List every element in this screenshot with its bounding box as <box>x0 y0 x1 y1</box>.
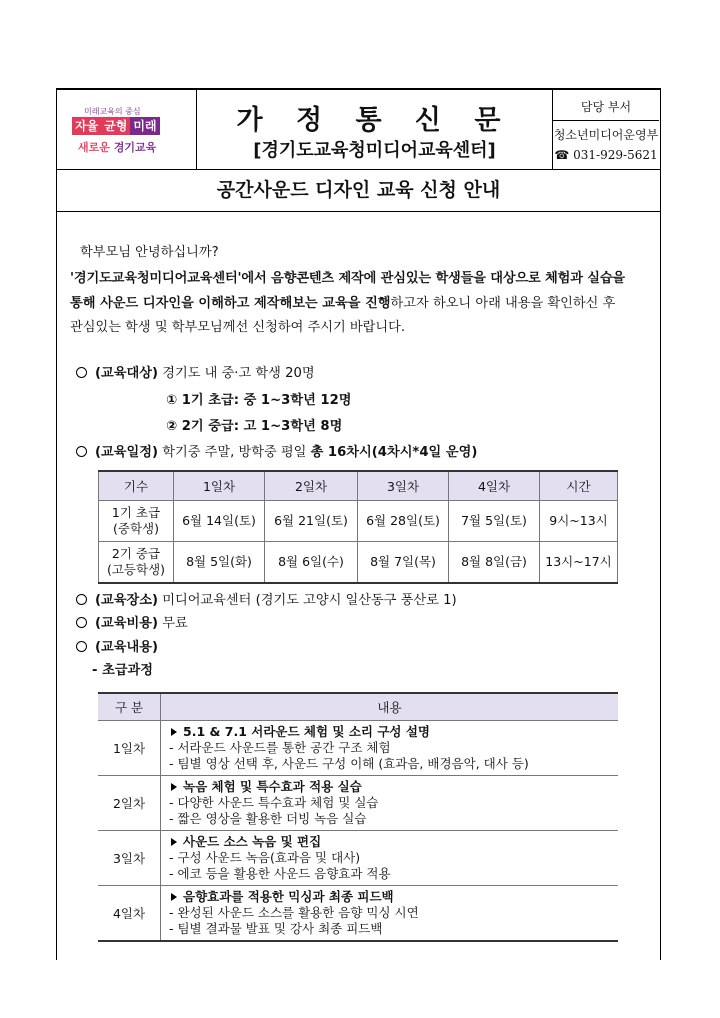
intro-line-2-bold: 통해 사운드 디자인을 이해하고 제작해보는 교육을 진행 <box>70 296 391 311</box>
bullet-circle-icon <box>76 367 87 378</box>
place-line <box>76 589 457 608</box>
schedule-table <box>98 470 618 584</box>
schedule-line <box>76 441 477 460</box>
bullet-circle-icon <box>76 617 87 628</box>
place-label: (교육장소) <box>95 593 159 608</box>
curriculum-content <box>161 776 619 831</box>
triangle-bullet-icon <box>171 783 177 791</box>
logo-brand <box>78 139 156 155</box>
curriculum-table <box>98 692 618 942</box>
curriculum-detail: - 짧은 영상을 활용한 더빙 녹음 실습 <box>169 811 367 826</box>
triangle-bullet-icon <box>171 838 177 846</box>
target-item-2: ② 2기 중급: 고 1~3학년 8명 <box>166 419 343 434</box>
table-row <box>99 542 618 584</box>
curriculum-detail: - 완성된 사운드 소스를 활용한 음향 믹싱 시연 <box>169 904 419 920</box>
curriculum-detail: - 팀별 결과물 발표 및 강사 최종 피드백 <box>169 920 383 936</box>
curriculum-title: 음향효과를 적용한 믹싱과 최종 피드백 <box>183 888 394 904</box>
intro-line-2 <box>70 292 615 311</box>
curriculum-day: 4일차 <box>98 886 161 941</box>
logo-word-2: 균형 <box>101 117 130 135</box>
gyeonggi-education-logo <box>56 90 196 170</box>
cost-value: 무료 <box>162 616 188 631</box>
curriculum-detail: - 에코 등을 활용한 사운드 음향효과 적용 <box>169 866 391 881</box>
logo-word-1: 자율 <box>72 117 101 135</box>
schedule-cell: 8월 5일(화) <box>174 542 265 584</box>
curriculum-title: 사운드 소스 녹음 및 편집 <box>183 834 322 849</box>
logo-word-3: 미래 <box>130 117 159 135</box>
bullet-circle-icon <box>76 594 87 605</box>
cost-label: (교육비용) <box>95 616 159 631</box>
schedule-cell: 8월 6일(수) <box>265 542 358 584</box>
logo-words <box>72 117 160 135</box>
schedule-cell: 6월 28일(토) <box>358 501 449 542</box>
schedule-value: 학기중 주말, 방학중 평일 <box>162 445 307 460</box>
department-phone: ☎ 031-929-5621 <box>554 148 658 162</box>
logo-slogan: 미래교육의 중심 <box>84 107 141 116</box>
schedule-cell: 6월 21일(토) <box>265 501 358 542</box>
group-sub: (중학생) <box>113 521 159 536</box>
schedule-cell: 6월 14일(토) <box>174 501 265 542</box>
table-row <box>99 501 618 542</box>
greeting: 학부모님 안녕하십니까? <box>80 245 219 260</box>
bullet-circle-icon <box>76 446 87 457</box>
logo-brand-b: 경기교육 <box>113 141 157 154</box>
target-line <box>76 362 315 381</box>
course-name: - 초급과정 <box>92 663 154 678</box>
schedule-label: (교육일정) <box>95 445 159 460</box>
curriculum-content <box>161 886 619 941</box>
logo-brand-a: 새로운 <box>78 141 110 154</box>
cost-line <box>76 612 188 631</box>
group-sub: (고등학생) <box>106 562 166 577</box>
schedule-header-cell: 1일차 <box>174 471 265 501</box>
schedule-cell: 8월 7일(목) <box>358 542 449 584</box>
target-label: (교육대상) <box>95 366 159 381</box>
schedule-header-cell: 2일차 <box>265 471 358 501</box>
target-item-1: ① 1기 초급: 중 1~3학년 12명 <box>166 393 352 408</box>
schedule-group-cell <box>99 501 174 542</box>
curriculum-heading <box>169 724 618 740</box>
schedule-header-cell: 시간 <box>540 471 618 501</box>
content-label: (교육내용) <box>95 640 159 655</box>
schedule-cell: 9시~13시 <box>540 501 618 542</box>
department-name: 청소년미디어운영부 <box>553 128 659 142</box>
curriculum-heading <box>169 834 618 850</box>
bullet-circle-icon <box>76 641 87 652</box>
table-row <box>98 776 618 831</box>
triangle-bullet-icon <box>171 728 177 736</box>
intro-line-1: '경기도교육청미디어교육센터'에서 음향콘텐츠 제작에 관심있는 학생들을 대상으로 체험과 실습을 <box>70 271 626 286</box>
table-row <box>98 886 618 941</box>
curriculum-content <box>161 831 619 886</box>
curriculum-detail: - 구성 사운드 녹음(효과음 및 대사) <box>169 850 361 865</box>
curriculum-title: 5.1 & 7.1 서라운드 체험 및 소리 구성 설명 <box>183 724 430 739</box>
curriculum-heading <box>169 889 618 905</box>
curriculum-content <box>161 721 619 776</box>
document-title: 공간사운드 디자인 교육 신청 안내 <box>56 170 661 212</box>
curriculum-detail: - 다양한 사운드 특수효과 체험 및 실습 <box>169 795 379 810</box>
curriculum-day: 3일차 <box>98 831 161 886</box>
table-row <box>98 831 618 886</box>
schedule-cell: 8월 8일(금) <box>449 542 540 584</box>
curriculum-heading <box>169 779 618 795</box>
schedule-value-bold: 총 16차시(4차시*4일 운영) <box>310 445 478 460</box>
schedule-cell: 13시~17시 <box>540 542 618 584</box>
schedule-header-cell: 4일차 <box>449 471 540 501</box>
content-line <box>76 636 158 655</box>
curriculum-day: 2일차 <box>98 776 161 831</box>
page-subtitle: [경기도교육청미디어교육센터] <box>253 140 496 161</box>
curriculum-header-cell: 내용 <box>161 693 619 721</box>
group-name: 1기 초급 <box>111 505 161 520</box>
page-title: 가 정 통 신 문 <box>236 105 513 136</box>
schedule-header-row <box>99 471 618 501</box>
curriculum-header-row <box>98 693 618 721</box>
intro-line-3: 관심있는 학생 및 학부모님께선 신청하여 주시기 바랍니다. <box>70 320 406 335</box>
schedule-header-cell: 기수 <box>99 471 174 501</box>
curriculum-title: 녹음 체험 및 특수효과 적용 실습 <box>183 779 362 794</box>
header <box>56 88 661 170</box>
table-row <box>98 721 618 776</box>
group-name: 2기 중급 <box>111 546 161 561</box>
schedule-cell: 7월 5일(토) <box>449 501 540 542</box>
department-label: 담당 부서 <box>553 98 659 121</box>
intro-line-2-rest: 하고자 하오니 아래 내용을 확인하신 후 <box>390 296 616 311</box>
curriculum-header-cell: 구 분 <box>98 693 161 721</box>
triangle-bullet-icon <box>171 893 177 901</box>
curriculum-day: 1일차 <box>98 721 161 776</box>
schedule-header-cell: 3일차 <box>358 471 449 501</box>
target-value: 경기도 내 중·고 학생 20명 <box>162 366 315 381</box>
curriculum-detail: - 팀별 영상 선택 후, 사운드 구성 이해 (효과음, 배경음악, 대사 등) <box>169 756 529 771</box>
place-value: 미디어교육센터 (경기도 고양시 일산동구 풍산로 1) <box>162 593 457 608</box>
schedule-group-cell <box>99 542 174 584</box>
curriculum-detail: - 서라운드 사운드를 통한 공간 구조 체험 <box>169 740 391 755</box>
department-cell <box>553 90 659 170</box>
header-title-cell <box>196 90 553 170</box>
